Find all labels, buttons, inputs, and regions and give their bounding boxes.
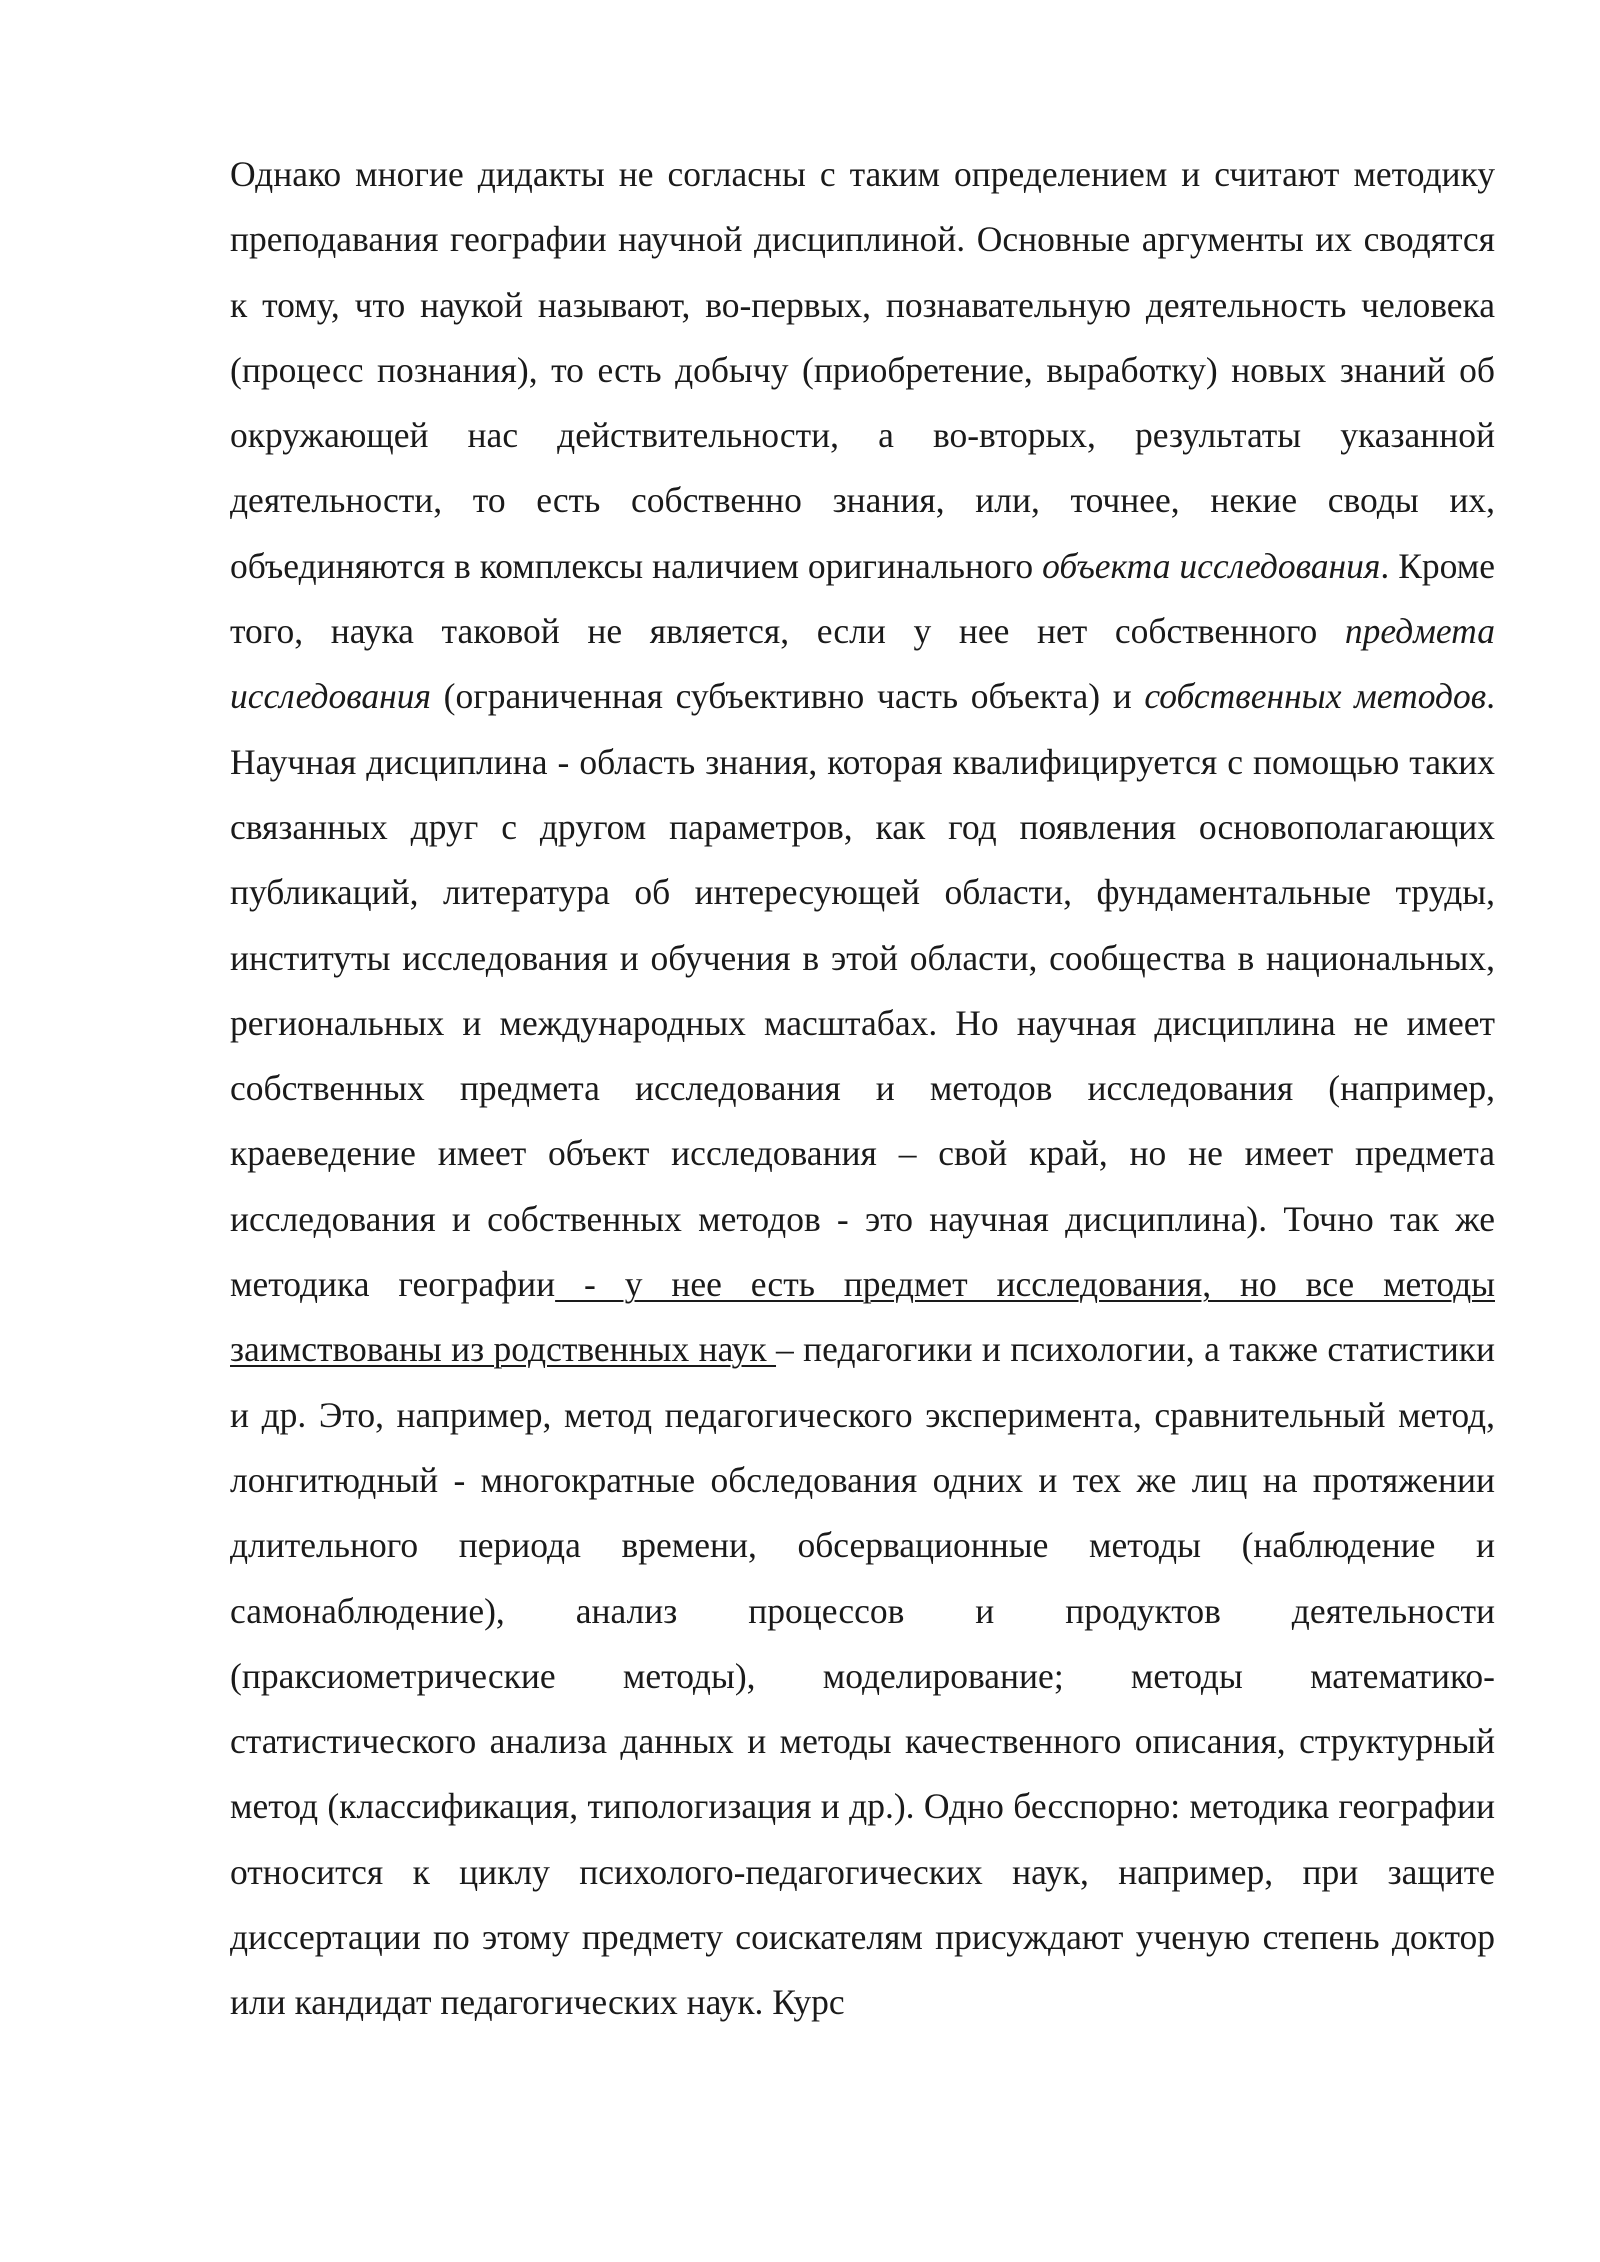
italic-term-methods: собственных методов [1144,676,1487,717]
underlined-phrase: - у нее есть предмет исследования, но все методы заимствованы из родственных наук [230,1264,1495,1370]
italic-term-object: объекта исследования [1042,545,1381,586]
text-segment: Однако многие дидакты не согласны с таким определением и считают методику преподавания географии научной дисциплиной. Основные аргументы их сводятся к тому, что наукой называют, во-первых, познавательную деятельность человека (процесс познания), то есть добычу (приобретение, выработку) новых знаний об окружающей нас действительности, а во-вторых, результаты указанной деятельности, то есть собственно знания, или, точнее, некие своды их, объединяются в комплексы наличием оригинального [230,154,1495,586]
text-segment: – педагогики и психологии, а также статистики и др. Это, например, метод педагогического эксперимента, сравнительный метод, лонгитюдный - многократные обследования одних и тех же лиц на протяжении длительного периода времени, обсервационные методы (наблюдение и самонаблюдение), анализ процессов и продуктов деятельности (праксиометрические методы), моделирование; методы математико-статистического анализа данных и методы качественного описания, структурный метод (классификация, типологизация и др.). Одно бесспорно: методика географии относится к циклу психолого-педагогических наук, например, при защите диссертации по этому предмету соискателям присуждают ученую степень доктор или кандидат педагогических наук. Курс [230,1329,1495,2023]
text-segment: . Научная дисциплина - область знания, которая квалифицируется с помощью таких связанных друг с другом параметров, как год появления основополагающих публикаций, литература об интересующей области, фундаментальные труды, институты исследования и обучения в этой области, сообщества в национальных, региональных и международных масштабах. Но научная дисциплина не имеет собственных предмета исследования и методов исследования (например, краеведение имеет объект исследования – свой край, но не имеет предмета исследования и собственных методов - это научная дисциплина). Точно так же методика географии [230,676,1495,1305]
italic-term-subject: предмета исследования [230,611,1495,717]
text-segment: . Кроме того, наука таковой не является, если у нее нет собственного [230,545,1495,652]
body-paragraph [230,142,1495,2036]
text-segment: (ограниченная субъективно часть объекта) и [431,676,1145,717]
